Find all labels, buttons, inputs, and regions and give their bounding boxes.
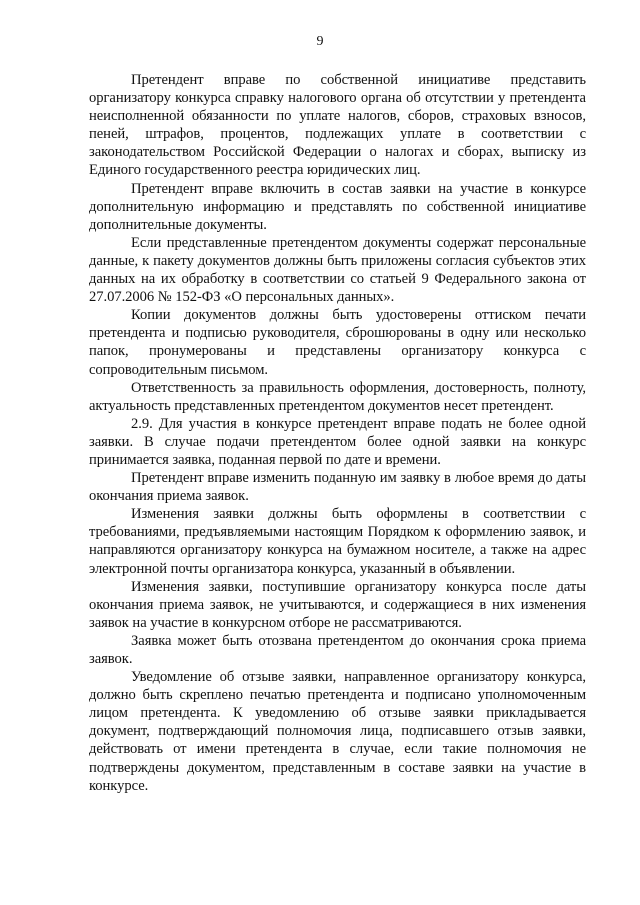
paragraph-change-application: Претендент вправе изменить поданную им заявку в любое время до даты окончания приема заявок. xyxy=(89,470,586,505)
paragraph-tax-certificate: Претендент вправе по собственной инициативе представить организатору конкурса справку налогового органа об отсутствии у претендента неисполненной обязанности по уплате налогов, сборов, страховых взносов, пеней, штрафов, процентов, подлежащих уплате в соответствии с законодательством Российской Федерации о налогах и сборах, выписку из Единого государственного реестра юридических лиц. xyxy=(89,72,586,179)
paragraph-withdrawal-notice: Уведомление об отзыве заявки, направленное организатору конкурса, должно быть скреплено печатью претендента и подписано уполномоченным лицом претендента. К уведомлению об отзыве заявки прикладывается документ, подтверждающий полномочия лица, подписавшего отзыв заявки, действовать от имени претендента в случае, если такие полномочия не подтверждены документом, представленным в составе заявки на участие в конкурсе. xyxy=(89,669,586,794)
paragraph-withdrawal: Заявка может быть отозвана претендентом до окончания срока приема заявок. xyxy=(89,632,586,667)
paragraph-late-changes: Изменения заявки, поступившие организатору конкурса после даты окончания приема заявок, не учитываются, и содержащиеся в них изменения заявок на участие в конкурсном отборе не рассматриваются. xyxy=(89,578,586,631)
paragraph-document-copies: Копии документов должны быть удостоверены оттиском печати претендента и подписью руководителя, сброшюрованы в одну или несколько папок, пронумерованы и представлены организатору конкурса с сопроводительным письмом. xyxy=(89,307,586,378)
paragraph-change-requirements: Изменения заявки должны быть оформлены в соответствии с требованиями, предъявляемыми настоящим Порядком к оформлению заявок, и направляются организатору конкурса на бумажном носителе, а также на адрес электронной почты организатора конкурса, указанный в объявлении. xyxy=(89,506,586,577)
paragraph-responsibility: Ответственность за правильность оформления, достоверность, полноту, актуальность представленных претендентом документов несет претендент. xyxy=(89,379,586,414)
paragraph-personal-data: Если представленные претендентом документы содержат персональные данные, к пакету документов должны быть приложены согласия субъектов этих данных на их обработку в соответствии со статьей 9 Федерального закона от 27.07.2006 № 152-ФЗ «О персональных данных». xyxy=(89,234,586,306)
document-body xyxy=(89,71,586,795)
paragraph-additional-info: Претендент вправе включить в состав заявки на участие в конкурсе дополнительную информацию и представлять по собственной инициативе дополнительные документы. xyxy=(89,180,586,233)
paragraph-section-2-9: 2.9. Для участия в конкурсе претендент вправе подать не более одной заявки. В случае подачи претендентом более одной заявки на конкурс принимается заявка, поданная первой по дате и времени. xyxy=(89,415,586,468)
page-number: 9 xyxy=(316,34,324,49)
